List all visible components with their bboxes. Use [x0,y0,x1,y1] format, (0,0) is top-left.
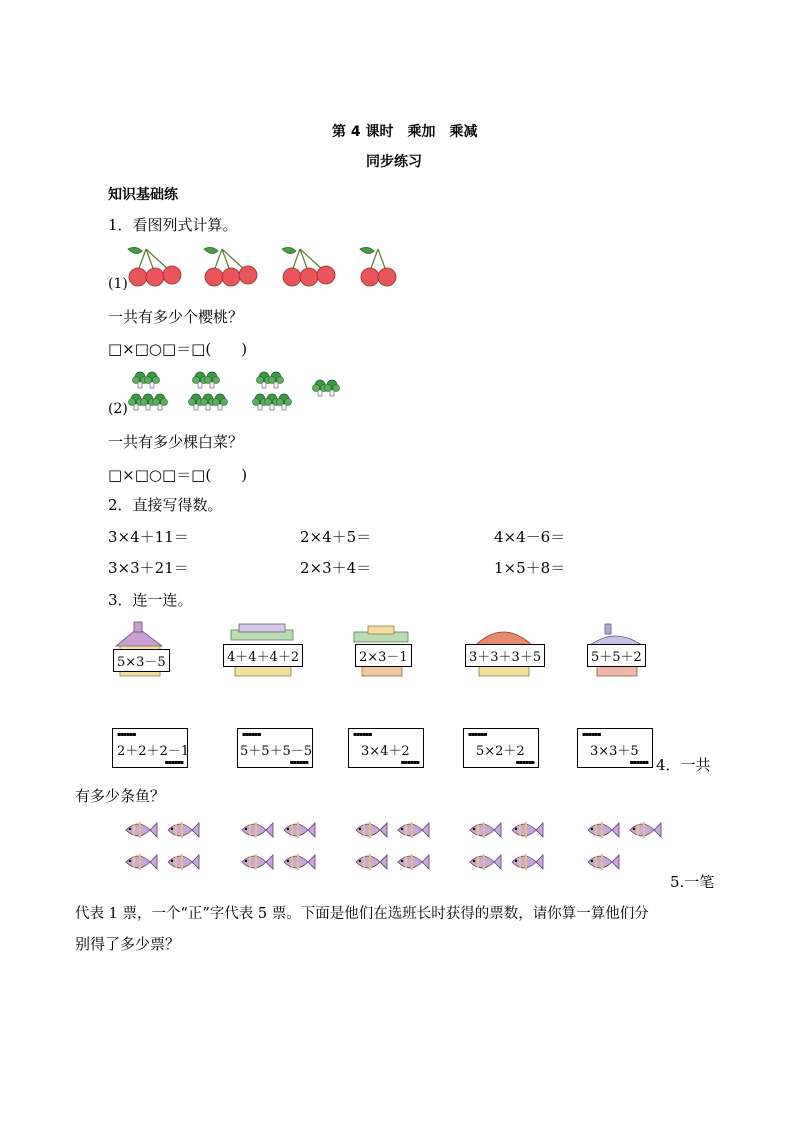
card-5[interactable]: ▪▪▪▪▪▪ 3×3＋5 ▪▪▪▪▪▪ [577,728,653,768]
card-4[interactable]: ▪▪▪▪▪▪ 5×2＋2 ▪▪▪▪▪▪ [463,728,539,768]
cherry-group-1 [128,247,181,286]
q2-item: 3×3＋21＝ [108,559,189,577]
q1-part2-number: (2) [108,401,128,417]
cabbage-group-3 [253,372,292,410]
fish-group-2 [242,822,315,870]
q2-item: 2×4＋5＝ [300,528,372,546]
fish-group-3 [356,822,429,870]
q4-label-part1: 4．一共 [656,756,711,774]
card-5-expression: 3×3＋5 [590,744,639,759]
q1-part2-formula: □×□○□＝□( ) [108,466,248,484]
cabbage-group-4 [313,380,340,396]
q3-label: 3．连一连。 [108,591,193,609]
q2-item: 3×4＋11＝ [108,528,189,546]
fish-group-5 [588,822,661,870]
q2-item: 1×5＋8＝ [494,559,566,577]
q1-part1-number: (1) [108,276,128,292]
section-heading: 知识基础练 [108,187,178,203]
q1-label: 1．看图列式计算。 [108,216,238,234]
q5-label-part2: 代表 1 票，一个“正”字代表 5 票。下面是他们在选班长时获得的票数，请你算一算他们分 [75,906,649,922]
q4-label-part2: 有多少条鱼？ [75,787,166,805]
cabbage-group-1 [129,372,168,410]
q2-item: 2×3＋4＝ [300,559,372,577]
card-3[interactable]: ▪▪▪▪▪▪ 3×4＋2 ▪▪▪▪▪▪ [348,728,424,768]
house-label-3[interactable]: 2×3－1 [355,644,412,667]
fish-group-4 [470,822,543,870]
q1-part1-formula: □×□○□＝□( ) [108,340,248,358]
cherry-group-2 [204,247,257,286]
cherry-group-4 [360,247,396,286]
card-1[interactable]: ▪▪▪▪▪▪ 2＋2＋2－1 ▪▪▪▪▪▪ [112,728,188,768]
cherries-illustration [124,243,424,293]
house-label-4[interactable]: 3＋3＋3＋5 [465,644,545,667]
fish-illustration [122,814,662,878]
card-2[interactable]: ▪▪▪▪▪▪ 5＋5＋5－5 ▪▪▪▪▪▪ [237,728,313,768]
cabbages-illustration [128,366,368,416]
q1-part2-question: 一共有多少棵白菜？ [108,433,244,451]
page-title: 第 4 课时 乘加 乘减 [332,124,478,140]
house-label-5[interactable]: 5＋5＋2 [587,644,646,667]
q1-part1-question: 一共有多少个樱桃？ [108,308,244,326]
page-subtitle: 同步练习 [366,154,422,170]
house-label-1[interactable]: 5×3－5 [113,649,170,672]
cabbage-group-2 [189,372,228,410]
q2-item: 4×4－6＝ [494,528,566,546]
card-1-expression: 2＋2＋2－1 [117,744,190,759]
q5-label-part3: 别得了多少票？ [75,935,181,953]
card-3-expression: 3×4＋2 [361,744,410,759]
fish-group-1 [126,822,199,870]
card-2-expression: 5＋5＋5－5 [240,744,313,759]
q5-label-part1: 5.一笔 [670,873,715,891]
card-4-expression: 5×2＋2 [476,744,525,759]
q2-label: 2．直接写得数。 [108,496,223,514]
house-label-2[interactable]: 4＋4＋4＋2 [223,644,303,667]
cherry-group-3 [282,247,335,286]
